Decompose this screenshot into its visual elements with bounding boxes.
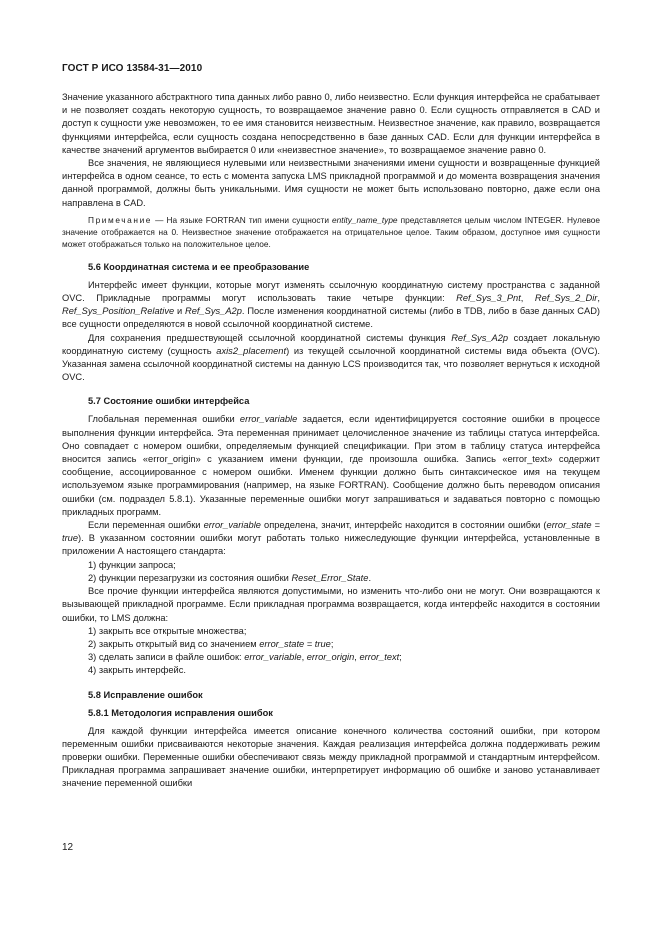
page-body [62,91,600,791]
note-label: Примечание [88,214,153,225]
page-number: 12 [62,842,74,853]
list-item: 3) сделать записи в файле ошибок: error_variable, error_origin, error_text; [88,652,402,663]
subsection-heading: 5.8.1 Методология исправления ошибок [88,707,273,718]
list-item: 1) функции запроса; [88,559,176,570]
section-heading: 5.6 Координатная система и ее преобразование [88,261,310,272]
list-item: 2) закрыть открытый вид со значением error_state = true; [88,638,334,649]
note: Примечание — На языке FORTRAN тип имени сущности entity_name_type представляется целым числом INTEGER. Нулевое значение отображается на 0. Неизвестное значение отображается на отрицательное целое. Таким образом, доступное имя сущности может отображаться только на положительное целое. [62,214,600,249]
paragraph: Все прочие функции интерфейса являются допустимыми, но изменить что-либо они не могут. Они возвращаются к вызывающей прикладной программе. Если прикладная программа возвращается, когда интерфейс находится в состоянии ошибки, то LMS должна: [62,586,600,623]
paragraph: Значение указанного абстрактного типа данных либо равно 0, либо неизвестно. Если функция интерфейса не срабатывает и не позволяет создать некоторую сущность, то возвращаемое значение равно 0. Если сущность отправляется в CAD и доступ к сущности уже невозможен, то ее имя становится неизвестным. Неизвестное значение, как правило, возвращается функциями интерфейса, если сущность создана непосредственно в базе данных CAD. Если для функции интерфейса в качестве значений аргументов выбирается 0 или «неизвестное значение», то возвращаемое значение равно 0. [62,92,600,155]
list-item: 1) закрыть все открытые множества; [88,625,247,636]
paragraph: Все значения, не являющиеся нулевыми или неизвестными значениями имени сущности и возвращенные функцией интерфейса в одном сеансе, то есть с момента запуска LMS прикладной программой и до момента возвращения значения данной программой, должны быть уникальными. Имя сущности не может быть использовано повторно, даже если она направлена в CAD. [62,158,600,208]
paragraph: Интерфейс имеет функции, которые могут изменять ссылочную координатную систему пространства с заданной OVC. Прикладные программы могут использовать такие четыре функции: Ref_Sys_3_Pnt, Ref_Sys_2_Dir, Ref_Sys_Position_Relative и Ref_Sys_A2p. После изменения координатной системы (либо в TDB, либо в базе данных CAD) все сущности определяются в новой ссылочной координатной системе. [62,279,601,330]
paragraph: Для каждой функции интерфейса имеется описание конечного количества состояний ошибки, при котором переменным ошибки присваиваются некоторые значения. Каждая реализация интерфейса должна поддерживать режим проверки ошибки. Переменные ошибки обеспечивают связь между прикладной программой и стандартным интерфейсом. Прикладная программа запрашивает значение ошибки, интерпретирует информацию об ошибке и заново устанавливает значение переменной ошибки [62,725,600,789]
list-item: 2) функции перезагрузки из состояния ошибки Reset_Error_State. [88,572,372,583]
paragraph: Для сохранения предшествующей ссылочной координатной системы функция Ref_Sys_A2p создает локальную координатную систему (сущность axis2_placement) из текущей ссылочной координатной системы вида объекта (OVC). Указанная замена ссылочной координатной системы на данную LCS производится так, что позволяет вернуться к исходной OVC. [62,332,600,383]
page-header: ГОСТ Р ИСО 13584-31—2010 [62,63,203,74]
paragraph: Глобальная переменная ошибки error_variable задается, если идентифицируется состояние ошибки в процессе выполнения функции интерфейса. Эта переменная принимает целочисленное значение из таблицы статуса интерфейса. Оно совпадает с номером ошибки, определяемым функцией спецификации. При этом в таблицу статуса интерфейса вносится запись «error_origin» с указанием имени функции, где произошла ошибка. Запись «error_text» содержит сообщение, ассоциированное с номером ошибки. Именем функции должно быть синтаксическое имя на текущем используемом языке программирования (например, на языке FORTRAN). Сообщение должно быть переводом описания ошибки (см. подраздел 5.8.1). Указанные переменные ошибки могут запрашиваться и задаваться повторно с помощью прикладных программ. [62,414,600,517]
section-heading: 5.8 Исправление ошибок [88,689,203,700]
list-item: 4) закрыть интерфейс. [88,665,186,676]
section-heading: 5.7 Состояние ошибки интерфейса [88,396,250,407]
paragraph: Если переменная ошибки error_variable определена, значит, интерфейс находится в состоянии ошибки (error_state = true). В указанном состоянии ошибки могут работать только нижеследующие функции интерфейса, установленные в приложении А настоящего стандарта: [62,520,600,557]
